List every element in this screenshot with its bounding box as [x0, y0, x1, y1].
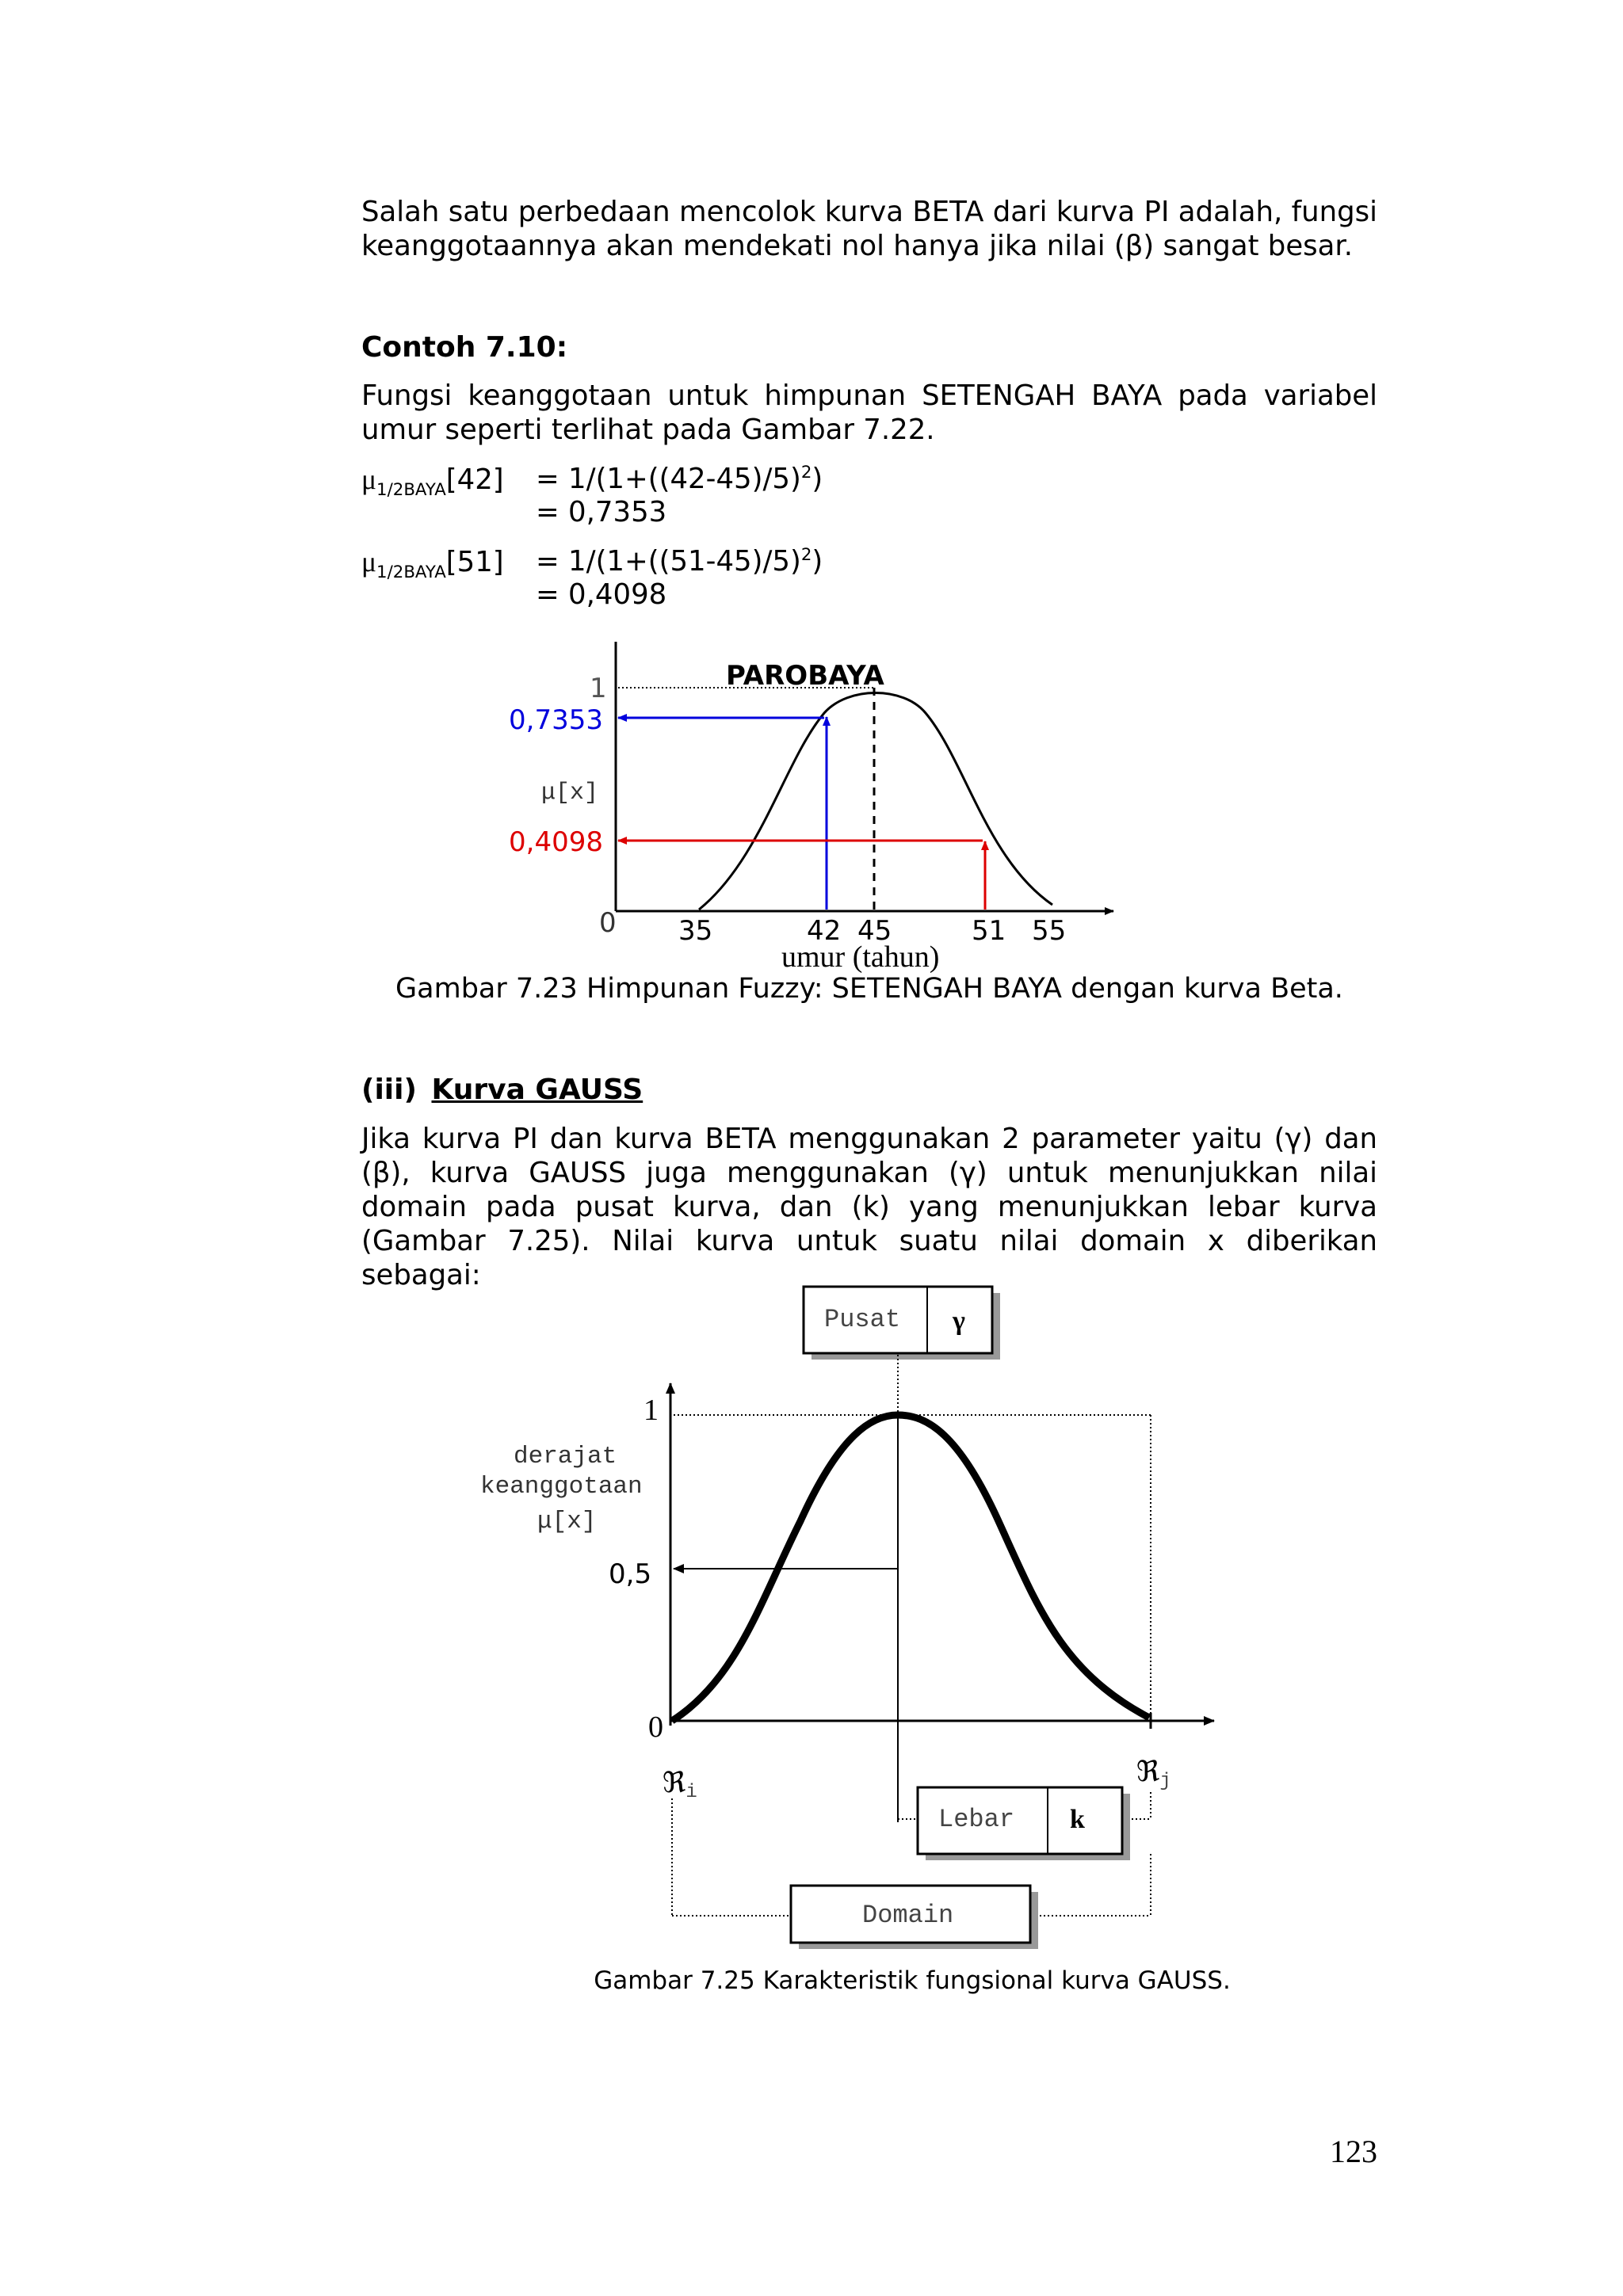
example-line-2: umur seperti terlihat pada Gambar 7.22. [361, 414, 935, 446]
equation-1-expr: = 1/(1+((42-45)/5) [536, 463, 801, 495]
example-line-1: Fungsi keanggotaan untuk himpunan SETENGAH BAYA pada variabel [361, 379, 1377, 412]
rj-label [1136, 1756, 1171, 1792]
y-label-line-2: keanggotaan [480, 1473, 643, 1501]
rj-symbol: ℜ [1136, 1756, 1160, 1788]
section-heading [361, 1074, 643, 1106]
equation-1-exponent: 2 [800, 463, 812, 483]
equation-2-expr: = 1/(1+((51-45)/5) [536, 545, 801, 578]
figure-gauss-curve [0, 1268, 1623, 1981]
x-tick-55: 55 [1032, 915, 1067, 947]
equation-2-result: = 0,4098 [536, 578, 667, 611]
section-line-4: (Gambar 7.25). Nilai kurva untuk suatu nilai domain x diberikan sebagai: [361, 1225, 1377, 1291]
y-value-0-4098: 0,4098 [509, 826, 603, 858]
figure-title: PAROBAYA [726, 660, 884, 692]
section-title: Kurva GAUSS [431, 1074, 643, 1106]
intro-line-1: Salah satu perbedaan mencolok kurva BETA dari kurva PI adalah, fungsi [361, 196, 1377, 228]
rj-subscript: j [1159, 1771, 1171, 1792]
pusat-symbol: γ [953, 1306, 965, 1336]
y-label-line-3: μ[x] [537, 1508, 597, 1535]
y-tick-one: 1 [643, 1394, 659, 1427]
figure-2-caption: Gambar 7.25 Karakteristik fungsional kurva GAUSS. [594, 1966, 1231, 1995]
equation-2-close: ) [812, 545, 823, 578]
equation-1-arg: [42] [445, 463, 504, 496]
beta-curve [699, 693, 1052, 910]
y-tick-half: 0,5 [609, 1558, 652, 1590]
mu-symbol: μ [361, 546, 377, 578]
section-line-2: (β), kurva GAUSS juga menggunakan (γ) untuk menunjukkan nilai [361, 1157, 1377, 1189]
mu-symbol: μ [361, 463, 377, 495]
equation-1-result: = 0,7353 [536, 496, 667, 528]
y-value-0-7353: 0,7353 [509, 704, 603, 736]
lebar-symbol: k [1070, 1805, 1085, 1834]
y-label-line-1: derajat [514, 1443, 617, 1470]
equation-2-arg: [51] [445, 546, 504, 578]
y-tick-zero: 0 [599, 907, 617, 939]
y-tick-one: 1 [590, 673, 607, 704]
section-number: (iii) [361, 1074, 417, 1106]
y-axis-label: μ[x] [541, 780, 599, 807]
domain-label: Domain [862, 1901, 954, 1930]
equation-2-exponent: 2 [800, 545, 812, 566]
section-paragraph [361, 1122, 1377, 1292]
y-tick-zero: 0 [648, 1711, 663, 1744]
intro-line-2: keanggotaannya akan mendekati nol hanya jika nilai (β) sangat besar. [361, 230, 1354, 262]
x-tick-51: 51 [972, 915, 1006, 947]
x-axis-label: umur (tahun) [781, 940, 940, 974]
x-tick-42: 42 [807, 915, 842, 947]
example-heading: Contoh 7.10: [361, 331, 568, 364]
pusat-label: Pusat [824, 1305, 901, 1334]
lebar-label: Lebar [938, 1805, 1015, 1834]
section-line-3: domain pada pusat kurva, dan (k) yang menunjukkan lebar kurva [361, 1191, 1377, 1223]
ri-subscript: i [685, 1782, 697, 1803]
x-tick-35: 35 [678, 915, 713, 947]
page-number: 123 [1330, 2134, 1377, 2169]
x-tick-45: 45 [857, 915, 892, 947]
ri-symbol: ℜ [663, 1767, 686, 1799]
equation-1-close: ) [812, 463, 823, 495]
mu-subscript: 1/2BAYA [376, 480, 446, 501]
figure-beta-curve [0, 0, 1623, 1014]
section-line-1: Jika kurva PI dan kurva BETA menggunakan 2 parameter yaitu (γ) dan [361, 1123, 1377, 1155]
ri-label [663, 1767, 697, 1803]
mu-subscript: 1/2BAYA [376, 563, 446, 583]
figure-1-caption: Gambar 7.23 Himpunan Fuzzy: SETENGAH BAYA dengan kurva Beta. [395, 973, 1343, 1005]
